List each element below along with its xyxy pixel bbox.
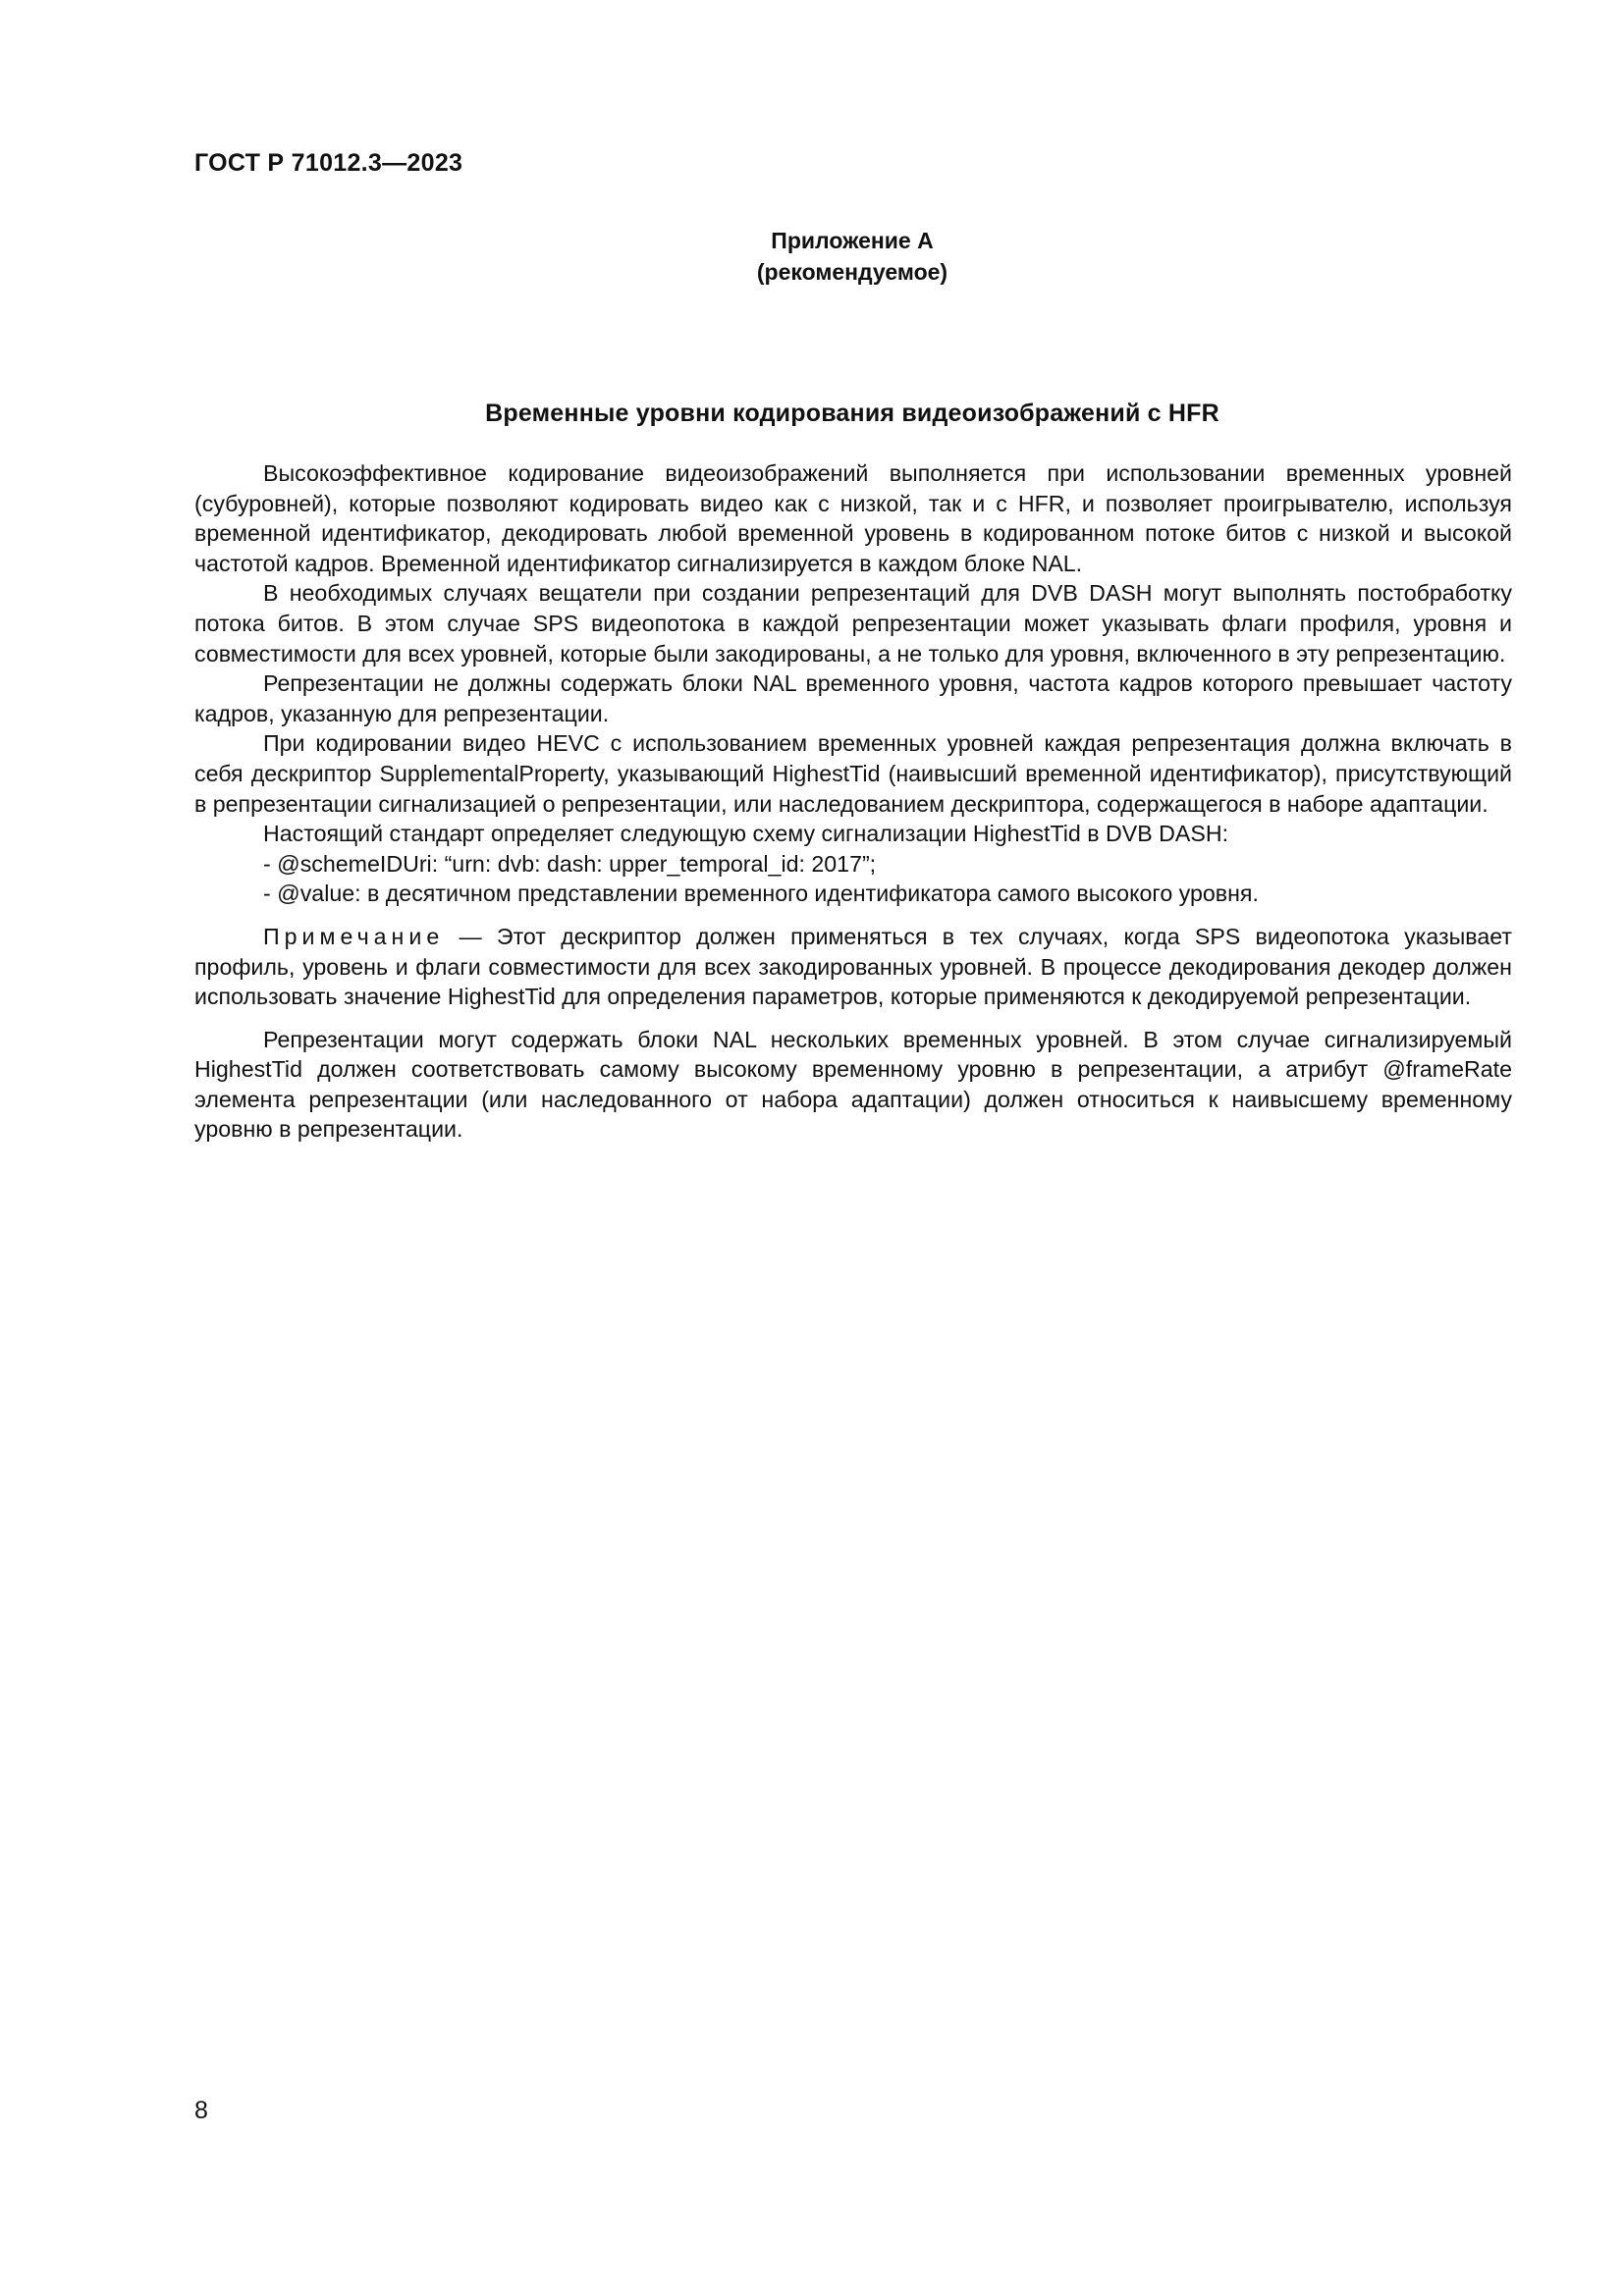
list-item: - @schemeIDUri: “urn: dvb: dash: upper_temporal_id: 2017”; xyxy=(263,850,877,877)
annex-title: Приложение А xyxy=(771,228,934,253)
annex-status: (рекомендуемое) xyxy=(756,259,948,285)
paragraph: Репрезентации не должны содержать блоки NAL временного уровня, частота кадров которого превышает частоту кадров, указанную для репрезентации. xyxy=(194,670,1512,726)
list-item: - @value: в десятичном представлении временного идентификатора самого высокого уровня. xyxy=(263,881,1259,907)
note-label: Примечание xyxy=(263,923,445,949)
paragraph: При кодировании видео HEVC с использованием временных уровней каждая репрезентация должна включать в себя дескриптор SupplementalProperty, указывающий HighestTid (наивысший временной идентификатор), присутствующий в репрезентации сигнализацией о репрезентации, или наследованием дескриптора, содержащегося в наборе адаптации. xyxy=(194,730,1512,817)
document-code: ГОСТ Р 71012.3—2023 xyxy=(194,149,463,177)
paragraph: Высокоэффективное кодирование видеоизображений выполняется при использовании временных уровней (субуровней), которые позволяют кодировать видео как с низкой, так и с HFR, и позволяет проигрывателю, используя временной идентификатор, декодировать любой временной уровень в кодированном потоке битов с низкой и высокой частотой кадров. Временной идентификатор сигнализируется в каждом блоке NAL. xyxy=(194,460,1512,576)
paragraph: В необходимых случаях вещатели при создании репрезентаций для DVB DASH могут выполнять постобработку потока битов. В этом случае SPS видеопотока в каждой репрезентации может указывать флаги профиля, уровня и совместимости для всех уровней, которые были закодированы, а не только для уровня, включенного в эту репрезентацию. xyxy=(194,580,1512,667)
page-number: 8 xyxy=(194,2097,208,2124)
section-title: Временные уровни кодирования видеоизображений с HFR xyxy=(485,400,1219,427)
note xyxy=(194,922,1512,1012)
paragraph: Репрезентации могут содержать блоки NAL нескольких временных уровней. В этом случае сигнализируемый HighestTid должен соответствовать самому высокому временному уровню в репрезентации, а атрибут @frameRate элемента репрезентации (или наследованного от набора адаптации) должен относиться к наивысшему временному уровню в репрезентации. xyxy=(194,1026,1512,1143)
paragraph: Настоящий стандарт определяет следующую схему сигнализации HighestTid в DVB DASH: xyxy=(263,821,1229,847)
body-text xyxy=(194,458,1512,1145)
note-text: — Этот дескриптор должен применяться в тех случаях, когда SPS видеопотока указывает профиль, уровень и флаги совместимости для всех закодированных уровней. В процессе декодирования декодер должен использовать значение HighestTid для определения параметров, которые применяются к декодируемой репрезентации. xyxy=(194,923,1512,1010)
